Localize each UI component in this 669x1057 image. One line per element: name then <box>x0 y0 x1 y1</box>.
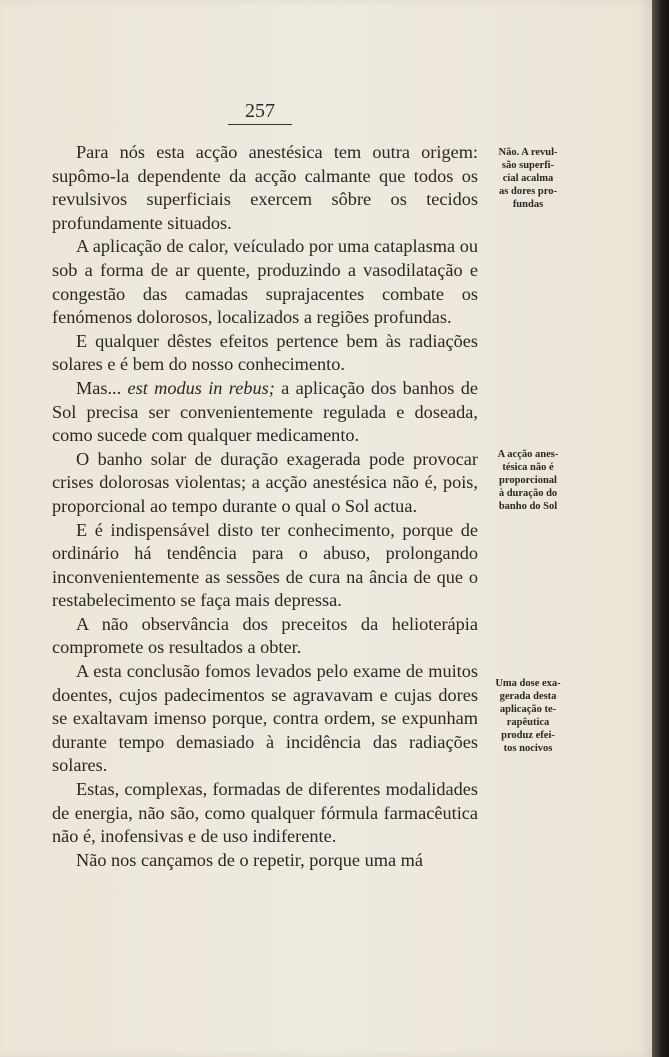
paragraph: Para nós esta acção anestésica tem outra origem: supômo-la dependente da acção calmante que todos os revulsivos superficiais exercem sôbre os tecidos profundamente situados. <box>52 142 478 233</box>
margin-note-line: tos nocivos <box>503 743 553 754</box>
margin-note-line: aplicação te- <box>499 704 557 715</box>
paragraph: A esta conclusão fomos levados pelo exame de muitos doentes, cujos padecimentos se agravavam e cujas dores se exaltavam imenso porque, contra ordem, se expunham durante tempo demasiado à incidência das radiações solares. <box>52 661 478 776</box>
margin-note-line: produz efei- <box>501 730 555 741</box>
paragraph: Estas, complexas, formadas de diferentes modalidades de energia, não são, como qualquer fórmula farmacêutica não é, inofensivas e de uso indiferente. <box>52 779 478 847</box>
paragraph-suffix: a aplicação dos banhos de Sol precisa ser convenientemente regulada e doseada, como sucede com qualquer medicamento. <box>52 377 479 446</box>
latin-phrase: est modus in rebus; <box>127 377 275 398</box>
margin-note-line: gerada desta <box>499 691 557 702</box>
margin-note-line: cial acalma <box>502 173 554 184</box>
margin-note-line: as dores pro- <box>499 186 557 197</box>
margin-note <box>486 146 570 211</box>
paragraph: E é indispensável disto ter conhecimento, porque de ordinário há tendência para o abuso, prolongando inconvenientemente as sessões de cura na ância de que o restabelecimento se faça mais depressa. <box>52 519 478 611</box>
paragraph: Não nos cançamos de o repetir, porque uma má <box>76 849 423 870</box>
margin-note-line: proporcional <box>499 475 557 486</box>
paragraph: O banho solar de duração exagerada pode provocar crises dolorosas violentas; a acção anestésica não é, pois, proporcional ao tempo durante o qual o Sol actua. <box>52 448 478 516</box>
paragraph: A não observância dos preceitos da helioterápia compromete os resultados a obter. <box>52 613 478 658</box>
margin-note-line: são superfi- <box>501 160 555 171</box>
page-edge-shadow <box>652 0 669 1057</box>
margin-note <box>486 677 570 755</box>
margin-note-line: fundas <box>512 199 544 210</box>
margin-note-line: à duração do <box>498 488 558 499</box>
main-text <box>52 141 478 872</box>
paragraph: E qualquer dêstes efeitos pertence bem às radiações solares e é bem do nosso conhecimento. <box>52 330 478 375</box>
margin-note-line: A acção anes- <box>497 449 559 460</box>
margin-note <box>486 448 570 513</box>
margin-note-line: Não. A revul- <box>498 147 558 158</box>
paragraph <box>52 377 478 448</box>
paragraph: A aplicação de calor, veículado por uma cataplasma ou sob a forma de ar quente, produzindo a vasodilatação e congestão das camadas suprajacentes combate os fenómenos dolorosos, localizados a regiões profundas. <box>52 236 478 328</box>
margin-note-line: Uma dose exa- <box>495 678 561 689</box>
paragraph-prefix: Mas... <box>76 377 128 398</box>
margin-note-line: rapêutica <box>506 717 550 728</box>
page-number: 257 <box>228 100 292 125</box>
margin-note-line: banho do Sol <box>498 501 558 512</box>
margin-note-line: tésica não é <box>502 462 554 473</box>
